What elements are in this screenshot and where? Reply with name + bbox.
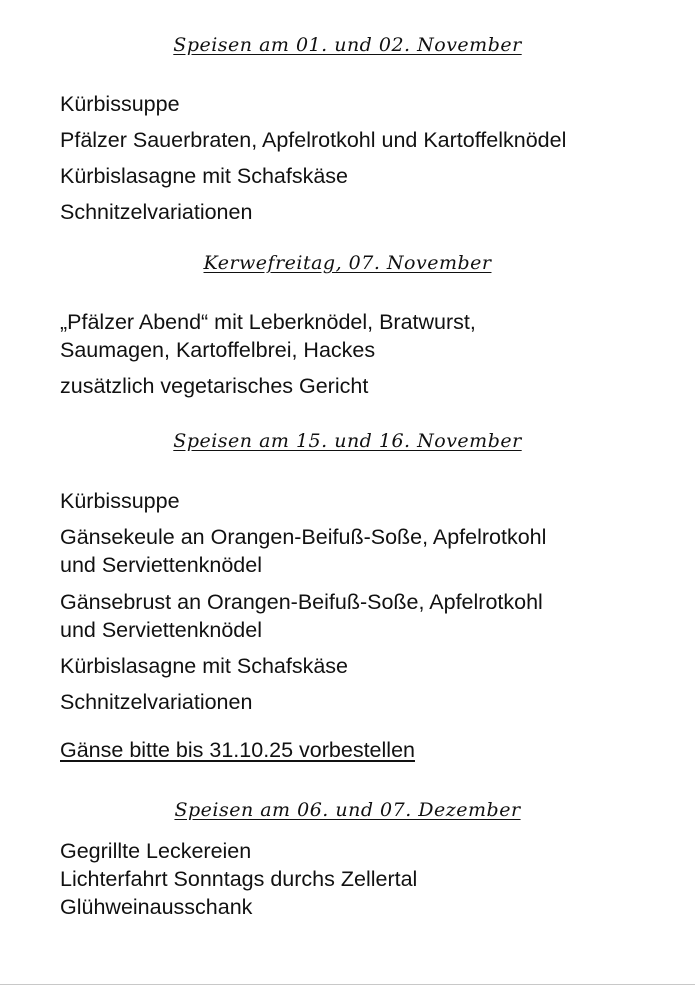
section-heading-december: Speisen am 06. und 07. Dezember (174, 799, 521, 821)
menu-item: Gänsebrust an Orangen-Beifuß-Soße, Apfelrotkohl (60, 590, 543, 614)
menu-item: Pfälzer Sauerbraten, Apfelrotkohl und Kartoffelknödel (60, 128, 567, 152)
menu-item: Kürbislasagne mit Schafskäse (60, 164, 349, 188)
section-heading-november-1-2: Speisen am 01. und 02. November (173, 34, 522, 56)
menu-item: Lichterfahrt Sonntags durchs Zellertal (60, 867, 418, 891)
menu-item: Schnitzelvariationen (60, 200, 253, 224)
preorder-note: Gänse bitte bis 31.10.25 vorbestellen (60, 738, 415, 762)
menu-item: Kürbislasagne mit Schafskäse (60, 654, 349, 678)
menu-item: und Serviettenknödel (60, 553, 263, 577)
menu-item: zusätzlich vegetarisches Gericht (60, 374, 369, 398)
menu-item: Kürbissuppe (60, 489, 180, 513)
section-heading-kerwefreitag: Kerwefreitag, 07. November (203, 252, 492, 274)
section-heading-november-15-16: Speisen am 15. und 16. November (173, 430, 522, 452)
menu-item: Schnitzelvariationen (60, 690, 253, 714)
menu-item: Kürbissuppe (60, 92, 180, 116)
page-bottom-divider (0, 984, 695, 985)
menu-item: Gänsekeule an Orangen-Beifuß-Soße, Apfelrotkohl (60, 525, 547, 549)
menu-item: „Pfälzer Abend“ mit Leberknödel, Bratwurst, (60, 310, 476, 334)
menu-item: Glühweinausschank (60, 895, 253, 919)
menu-item: Saumagen, Kartoffelbrei, Hackes (60, 338, 376, 362)
menu-item: und Serviettenknödel (60, 618, 263, 642)
menu-item: Gegrillte Leckereien (60, 839, 252, 863)
